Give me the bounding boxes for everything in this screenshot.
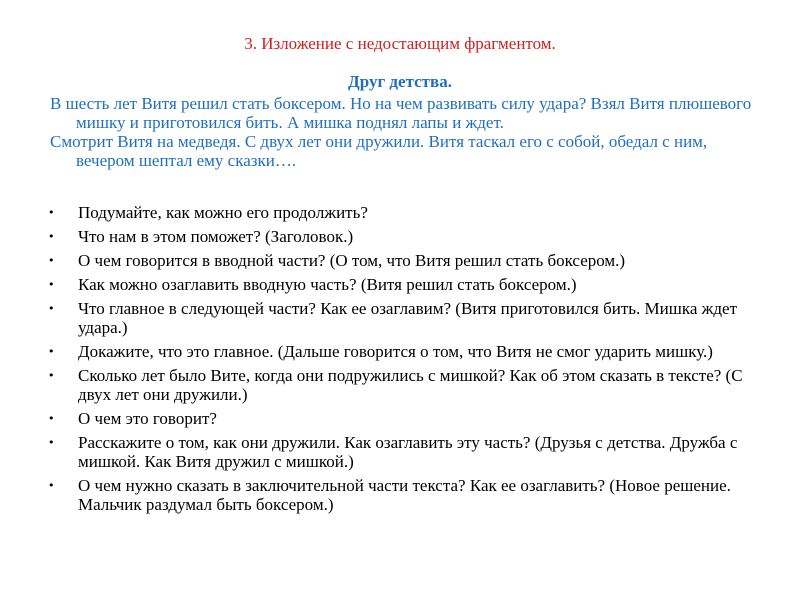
question-text: Что нам в этом поможет? (Заголовок.)	[78, 227, 354, 246]
story-paragraph: Смотрит Витя на медведя. С двух лет они дружили. Витя таскал его с собой, обедал с ним, вечером шептал ему сказки….	[50, 132, 708, 170]
question-item	[48, 203, 758, 222]
question-text: О чем нужно сказать в заключительной части текста? Как ее озаглавить? (Новое решение. Мальчик раздумал быть боксером.)	[78, 476, 731, 514]
question-text: О чем говорится в вводной части? (О том, что Витя решил стать боксером.)	[78, 251, 626, 270]
bullet-icon: •	[48, 479, 55, 492]
bullet-icon: •	[48, 230, 55, 243]
question-item	[48, 227, 758, 246]
bullet-icon: •	[48, 206, 55, 219]
bullet-icon: •	[48, 369, 55, 382]
bullet-icon: •	[48, 302, 55, 315]
question-item	[48, 476, 758, 514]
bullet-icon: •	[48, 412, 55, 425]
bullet-icon: •	[48, 436, 55, 449]
question-item	[48, 409, 758, 428]
question-item	[48, 299, 758, 337]
question-item	[48, 433, 758, 471]
question-item	[48, 366, 758, 404]
question-item	[48, 251, 758, 270]
question-list	[48, 203, 758, 519]
story-paragraph: В шесть лет Витя решил стать боксером. Но на чем развивать силу удара? Взял Витя плюшевого мишку и приготовился бить. А мишка поднял лапы и ждет.	[50, 94, 752, 132]
question-item	[48, 275, 758, 294]
bullet-icon: •	[48, 254, 55, 267]
question-text: Сколько лет было Вите, когда они подружились с мишкой? Как об этом сказать в тексте? (С двух лет они дружили.)	[78, 366, 743, 404]
question-text: Докажите, что это главное. (Дальше говорится о том, что Витя не смог ударить мишку.)	[78, 342, 713, 361]
question-item	[48, 342, 758, 361]
bullet-icon: •	[48, 345, 55, 358]
story-title: Друг детства.	[348, 72, 452, 91]
story-text	[50, 94, 755, 170]
slide-title: 3. Изложение с недостающим фрагментом.	[244, 34, 556, 53]
question-text: О чем это говорит?	[78, 409, 217, 428]
question-text: Подумайте, как можно его продолжить?	[78, 203, 368, 222]
question-text: Что главное в следующей части? Как ее озаглавим? (Витя приготовился бить. Мишка ждет удара.)	[78, 299, 737, 337]
question-text: Расскажите о том, как они дружили. Как озаглавить эту часть? (Друзья с детства. Дружба с мишкой. Как Витя дружил с мишкой.)	[78, 433, 738, 471]
question-text: Как можно озаглавить вводную часть? (Витя решил стать боксером.)	[78, 275, 577, 294]
bullet-icon: •	[48, 278, 55, 291]
